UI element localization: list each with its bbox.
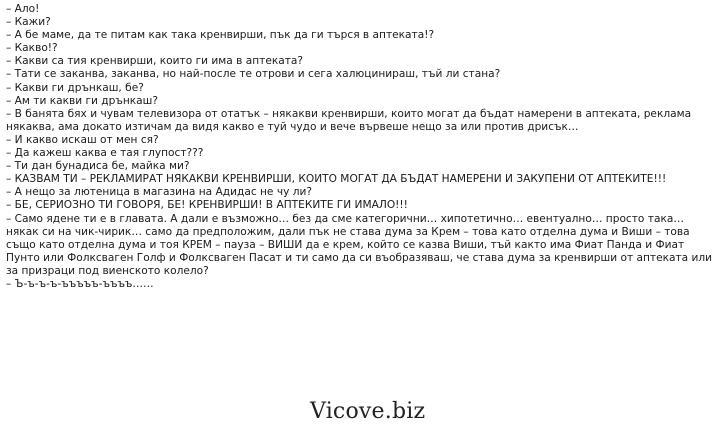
dialogue-line: – Тати се заканва, заканва, но най-после те отрови и сега халюцинираш, тъй ли стана? [6, 68, 501, 81]
dialogue-line: – И какво искаш от мен ся? [6, 133, 159, 146]
dialogue-line: – А нещо за лютеница в магазина на Адидас не чу ли? [6, 186, 312, 199]
dialogue-line: – Ало! [6, 3, 40, 15]
dialogue-line: – Ам ти какви ги дрънкаш? [6, 94, 158, 107]
dialogue-line: – Ъ-ъ-ъ-ъ-ъъъъъ-ъъъъ…… [6, 277, 154, 290]
dialogue-line: – Какви са тия кренвирши, които ги има в аптеката? [6, 55, 304, 68]
site-watermark: Vicove.biz [310, 399, 426, 424]
dialogue-line: – Да кажеш каква е тая глупост??? [6, 147, 204, 160]
dialogue-line: – КАЗВАМ ТИ – РЕКЛАМИРАТ НЯКАКВИ КРЕНВИРШИ, КОИТО МОГАТ ДА БЪДАТ НАМЕРЕНИ И ЗАКУПЕНИ ОТ АПТЕКИТЕ!!! [6, 173, 667, 186]
dialogue-line: – Ти дан бунадиса бе, майка ми? [6, 160, 190, 173]
dialogue-line: – В банята бях и чувам телевизора от отатък – някакви кренвирши, които могат да бъдат намерени в аптеката, реклама някаква, ама докато изтичам да видя какво е туй чудо и вече вървеше нещо за или против дрисък… [6, 107, 692, 133]
dialogue-line: – Само ядене ти е в главата. А дали е възможно… без да сме категорични… хипотетично… евентуално… просто така… някак си на чик-чирик… само да предположим, дали пък не става дума за Крем – това като отделна дума и Виши – това също като отделна дума и тоя КРЕМ – пауза – ВИШИ да е крем, който се казва Виши, тъй както има Фиат Панда и Фиат Пунто или Фолксваген Голф и Фолксваген Пасат и ти само да си въобразяваш, че става дума за кренвирши от аптеката или за призраци под виенското колело? [6, 212, 713, 277]
dialogue-line: – Кажи? [6, 16, 51, 29]
dialogue-line: – А бе маме, да те питам как така кренвирши, пък да ги търся в аптеката!? [6, 29, 435, 42]
dialogue-line: – Какво!? [6, 42, 58, 55]
dialogue-line: – БЕ, СЕРИОЗНО ТИ ГОВОРЯ, БЕ! КРЕНВИРШИ! В АПТЕКИТЕ ГИ ИМАЛО!!! [6, 199, 408, 212]
dialogue-line: – Какви ги дрънкаш, бе? [6, 81, 144, 94]
dialogue-text [6, 3, 718, 291]
